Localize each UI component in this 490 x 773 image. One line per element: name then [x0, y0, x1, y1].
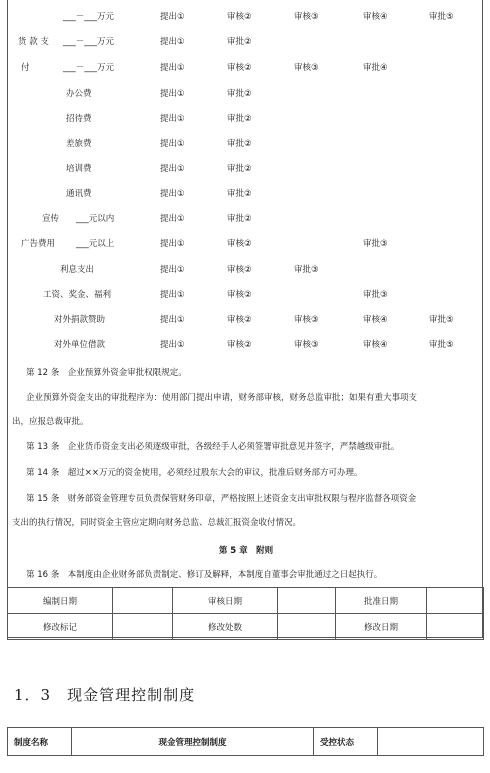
cell: 审批②: [227, 189, 252, 199]
cell: 审核②: [227, 315, 252, 325]
regulation-name-value: 现金管理控制制度: [72, 728, 314, 756]
row-label: 通讯费: [66, 189, 92, 199]
compile-date-value: [113, 588, 173, 614]
cell: 审核②: [227, 12, 252, 22]
article-12: 第 12 条 企业预算外资金审批权限规定。: [26, 368, 187, 378]
cell: 提出①: [160, 189, 185, 199]
cell: 提出①: [160, 340, 185, 350]
row-sublabel: ___元以内: [76, 214, 115, 224]
cell: 提出①: [160, 214, 185, 224]
cell: 审批②: [227, 164, 252, 174]
cell: 审批②: [227, 114, 252, 124]
cell: 审批④: [363, 63, 388, 73]
row-label: 办公费: [66, 89, 92, 99]
row-sublabel: ___－___万元: [63, 37, 115, 47]
revision-mark-label: 修改标记: [8, 614, 113, 640]
cell: 审核④: [363, 315, 388, 325]
cell: 审核③: [294, 12, 319, 22]
cell: 提出①: [160, 139, 185, 149]
revision-mark-value: [113, 614, 173, 640]
cell: 审核②: [227, 239, 252, 249]
review-date-value: [278, 588, 336, 614]
cell: 审批②: [227, 89, 252, 99]
row-label: 招待费: [66, 114, 92, 124]
review-date-label: 审核日期: [173, 588, 278, 614]
article-16: 第 16 条 本制度由企业财务部负责制定、修订及解释，本制度自董事会审批通过之日起执行。: [26, 570, 383, 580]
article-13: 第 13 条 企业货币资金支出必须逐级审批，各级经手人必须签署审批意见并签字，严禁越级审批。: [26, 442, 400, 452]
cell: 审核②: [227, 63, 252, 73]
cell: 审核③: [294, 63, 319, 73]
revision-count-value: [278, 614, 336, 640]
cell: 审批⑤: [429, 12, 454, 22]
cell: 审核②: [227, 265, 252, 275]
cell: 提出①: [160, 37, 185, 47]
cell: 提出①: [160, 265, 185, 275]
row-label: 对外单位借款: [54, 340, 106, 350]
control-status-value: [378, 728, 484, 756]
cell: 审批⑤: [429, 340, 454, 350]
row-label: 差旅费: [66, 139, 92, 149]
cell: 审批⑤: [429, 315, 454, 325]
cell: 审核②: [227, 290, 252, 300]
cell: 提出①: [160, 239, 185, 249]
regulation-header-table: [7, 727, 484, 756]
row-label: 广告费用: [21, 239, 56, 249]
compile-date-label: 编制日期: [8, 588, 113, 614]
cell: 审批③: [294, 265, 319, 275]
revision-count-label: 修改处数: [173, 614, 278, 640]
row-sublabel: ___－___万元: [63, 63, 115, 73]
cell: 审核②: [227, 340, 252, 350]
row-label: ___－___万元: [63, 12, 115, 22]
cell: 审批③: [363, 239, 388, 249]
approve-date-label: 批准日期: [336, 588, 427, 614]
revision-date-value: [427, 614, 484, 640]
row-label: 利息支出: [60, 265, 95, 275]
article-12-body-line2: 出，应报总裁审批。: [12, 417, 89, 427]
cell: 提出①: [160, 114, 185, 124]
row-sublabel: ___元以上: [76, 239, 115, 249]
approval-table: [7, 0, 483, 638]
row-label: 付: [21, 63, 30, 73]
cell: 审批②: [227, 37, 252, 47]
cell: 审核④: [363, 12, 388, 22]
article-14: 第 14 条 超过××万元的资金使用，必须经过股东大会的审议，批准后财务部方可办理。: [26, 468, 363, 478]
cell: 提出①: [160, 315, 185, 325]
control-status-label: 受控状态: [314, 728, 378, 756]
row-label: 对外捐款赞助: [54, 315, 106, 325]
row-label: 货 款 支: [18, 37, 49, 47]
approve-date-value: [427, 588, 484, 614]
revision-date-label: 修改日期: [336, 614, 427, 640]
article-15-line2: 支出的执行情况，同时资金主管应定期向财务总监、总裁汇报资金收付情况。: [12, 518, 302, 528]
revision-table: [7, 587, 484, 640]
cell: 提出①: [160, 89, 185, 99]
cell: 提出①: [160, 12, 185, 22]
cell: 审批②: [227, 214, 252, 224]
cell: 提出①: [160, 63, 185, 73]
section-title: 1．3 现金管理控制制度: [14, 686, 196, 704]
cell: 提出①: [160, 164, 185, 174]
regulation-name-label: 制度名称: [8, 728, 72, 756]
row-label: 工资、奖金、福利: [43, 290, 112, 300]
row-label: 宣传: [42, 214, 60, 224]
cell: 审批③: [363, 290, 388, 300]
cell: 提出①: [160, 290, 185, 300]
article-15-line1: 第 15 条 财务部资金管理专员负责保管财务印章，严格按照上述资金支出审批权限与程序监督各项资金: [26, 494, 417, 504]
cell: 审核④: [363, 340, 388, 350]
cell: 审核③: [294, 315, 319, 325]
article-12-body-line1: 企业预算外资金支出的审批程序为：使用部门提出申请，财务部审核，财务总监审批；如果有重大事项支: [26, 393, 418, 403]
chapter-heading: 第 5 章 附则: [218, 546, 274, 556]
cell: 审核③: [294, 340, 319, 350]
cell: 审批②: [227, 139, 252, 149]
row-label: 培训费: [66, 164, 92, 174]
